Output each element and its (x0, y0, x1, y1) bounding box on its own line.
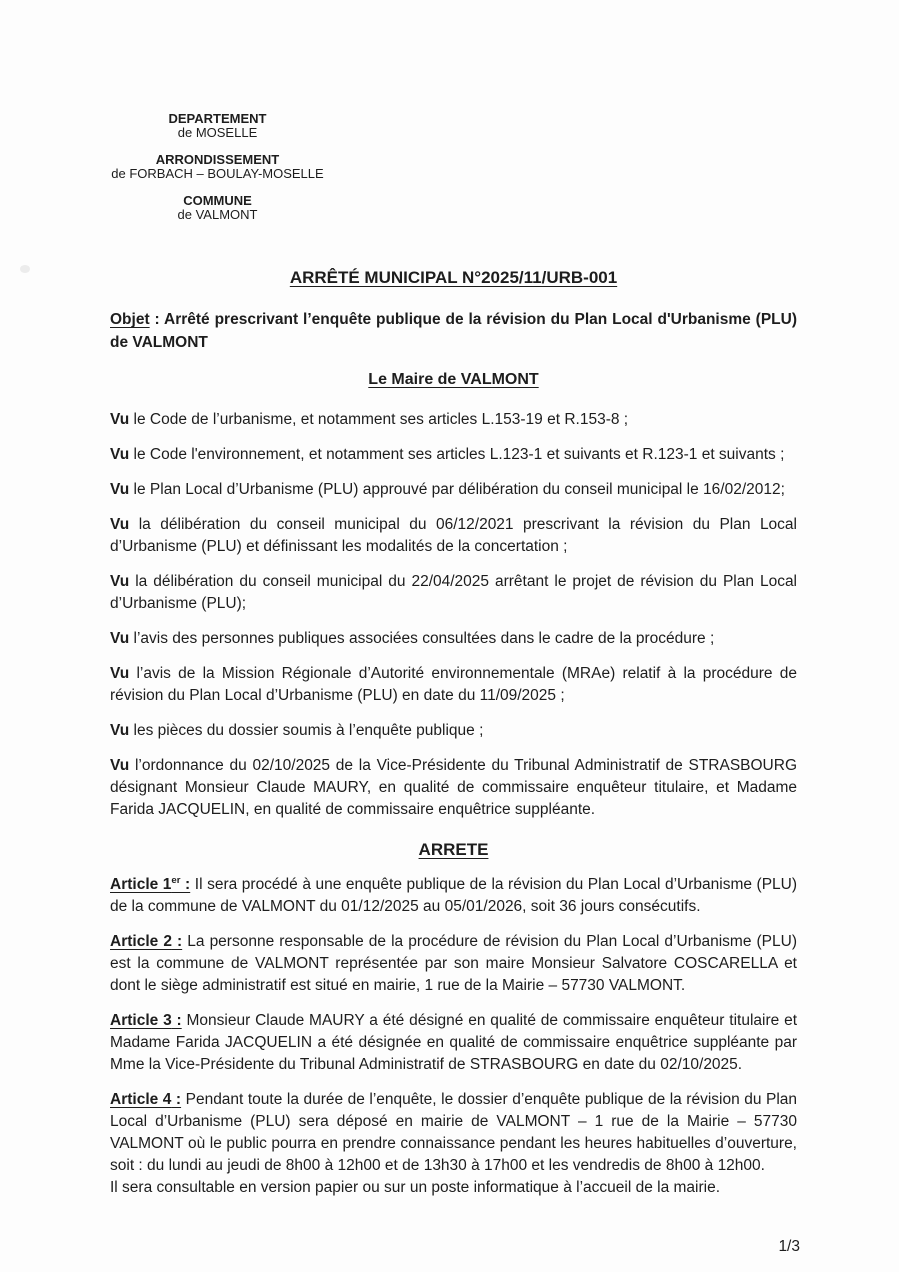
article-2-paragraph (110, 931, 797, 997)
vu-text: l’ordonnance du 02/10/2025 de la Vice-Présidente du Tribunal Administratif de STRASBOURG désignant Monsieur Claude MAURY, en qualité de commissaire enquêteur titulaire, et Madame Farida JACQUELIN, en qualité de commissaire enquêtrice suppléante. (110, 757, 797, 818)
article-4-extra-text: Il sera consultable en version papier ou sur un poste informatique à l’accueil de la mairie. (110, 1179, 721, 1196)
arrondissement-label: ARRONDISSEMENT (155, 152, 280, 167)
vu-text: l’avis de la Mission Régionale d’Autorité environnementale (MRAe) relatif à la procédure de révision du Plan Local d’Urbanisme (PLU) en date du 11/09/2025 ; (110, 665, 797, 704)
document-title-text: ARRÊTÉ MUNICIPAL N°2025/11/URB-001 (289, 268, 618, 287)
vu-prefix: Vu (110, 722, 130, 739)
letterhead-arrondissement (110, 153, 325, 181)
vu-prefix: Vu (110, 516, 130, 533)
arrete-heading-text: ARRETE (418, 840, 489, 859)
vu-text: l’avis des personnes publiques associées consultées dans le cadre de la procédure ; (133, 630, 715, 647)
article-3-paragraph (110, 1010, 797, 1076)
vu-paragraph-7 (110, 663, 797, 707)
vu-paragraph-6 (110, 628, 797, 650)
article-3-text: Monsieur Claude MAURY a été désigné en qualité de commissaire enquêteur titulaire et Madame Farida JACQUELIN a été désignée en qualité de commissaire enquêtrice suppléante par Mme la Vice-Présidente du Tribunal Administratif de STRASBOURG en date du 02/10/2025. (110, 1012, 798, 1073)
article-3-label: Article 3 : (110, 1012, 182, 1029)
departement-label: DEPARTEMENT (168, 111, 267, 126)
vu-prefix: Vu (110, 665, 130, 682)
objet-label: Objet (110, 311, 150, 328)
letterhead-commune (110, 194, 325, 222)
article-4-label: Article 4 : (110, 1091, 182, 1108)
article-2-text: La personne responsable de la procédure de révision du Plan Local d’Urbanisme (PLU) est la commune de VALMONT représentée par son maire Monsieur Salvatore COSCARELLA et dont le siège administratif est situé en mairie, 1 rue de la Mairie – 57730 VALMONT. (110, 933, 797, 994)
commune-value: de VALMONT (177, 207, 258, 222)
objet-paragraph (110, 309, 797, 354)
article-1-ordinal: er (171, 874, 181, 886)
vu-prefix: Vu (110, 481, 130, 498)
vu-paragraph-1 (110, 409, 797, 431)
vu-paragraph-9 (110, 755, 797, 821)
vu-text: la délibération du conseil municipal du 06/12/2021 prescrivant la révision du Plan Local d’Urbanisme (PLU) et définissant les modalités de la concertation ; (110, 516, 797, 555)
vu-text: le Plan Local d’Urbanisme (PLU) approuvé par délibération du conseil municipal le 16/02/2012; (133, 481, 785, 498)
vu-paragraph-8 (110, 720, 797, 742)
arrete-heading (110, 840, 797, 860)
arrondissement-value: de FORBACH – BOULAY-MOSELLE (111, 166, 324, 181)
article-1-label: Article 1er : (110, 874, 191, 893)
vu-prefix: Vu (110, 757, 130, 774)
vu-text: les pièces du dossier soumis à l’enquête publique ; (133, 722, 484, 739)
vu-prefix: Vu (110, 411, 130, 428)
article-2-label: Article 2 : (110, 933, 183, 950)
article-4-extra-line (110, 1177, 797, 1199)
subtitle-maire (110, 370, 797, 389)
vu-paragraph-3 (110, 479, 797, 501)
vu-paragraph-4 (110, 514, 797, 558)
vu-prefix: Vu (110, 573, 130, 590)
vu-paragraph-5 (110, 571, 797, 615)
vu-paragraph-2 (110, 444, 797, 466)
page-number: 1/3 (778, 1238, 800, 1255)
article-1-text: Il sera procédé à une enquête publique de la révision du Plan Local d’Urbanisme (PLU) de la commune de VALMONT du 01/12/2025 au 05/01/2026, soit 36 jours consécutifs. (110, 876, 798, 915)
vu-text: le Code de l’urbanisme, et notamment ses articles L.153-19 et R.153-8 ; (133, 411, 629, 428)
vu-prefix: Vu (110, 446, 130, 463)
vu-prefix: Vu (110, 630, 130, 647)
article-4-paragraph (110, 1089, 797, 1177)
letterhead-departement (110, 112, 325, 140)
letterhead (110, 112, 325, 222)
subtitle-text: Le Maire de VALMONT (368, 371, 539, 388)
document-title (110, 268, 797, 288)
departement-value: de MOSELLE (177, 125, 258, 140)
scan-artifact (20, 265, 30, 273)
article-4-text: Pendant toute la durée de l’enquête, le dossier d’enquête publique de la révision du Plan Local d’Urbanisme (PLU) sera déposé en mairie de VALMONT – 1 rue de la Mairie – 57730 VALMONT où le public pourra en prendre connaissance pendant les heures habituelles d’ouverture, soit : du lundi au jeudi de 8h00 à 12h00 et de 13h30 à 17h00 et les vendredis de 8h00 à 12h00. (110, 1091, 798, 1174)
vu-text: le Code l'environnement, et notamment ses articles L.123-1 et suivants et R.123-1 et suivants ; (133, 446, 785, 463)
commune-label: COMMUNE (183, 193, 252, 208)
vu-text: la délibération du conseil municipal du 22/04/2025 arrêtant le projet de révision du Plan Local d’Urbanisme (PLU); (110, 573, 798, 612)
objet-text: : Arrêté prescrivant l’enquête publique de la révision du Plan Local d'Urbanisme (PLU) de VALMONT (110, 311, 797, 351)
article-1-paragraph (110, 874, 797, 918)
